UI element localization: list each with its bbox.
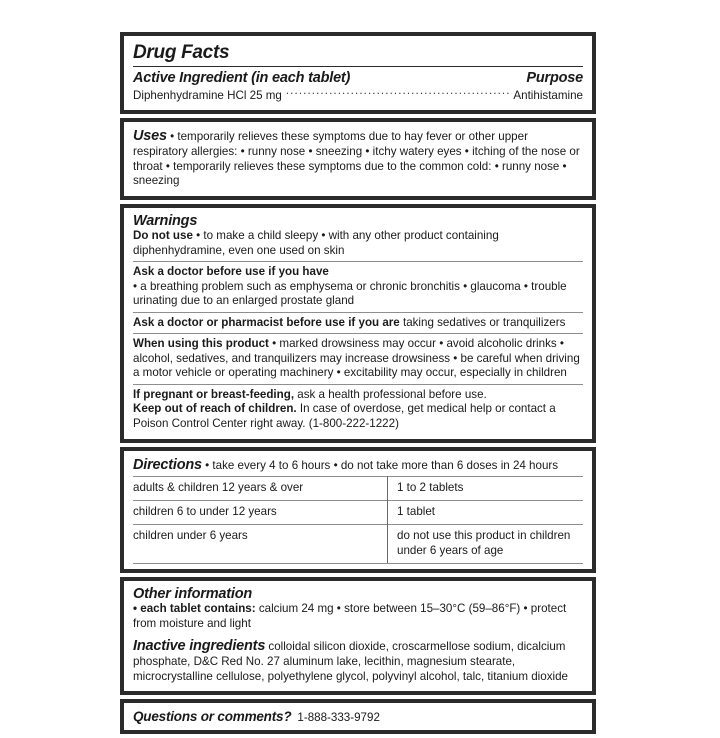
directions-text: • take every 4 to 6 hours • do not take more than 6 doses in 24 hours: [201, 458, 559, 472]
inactive-ingredients-heading: Inactive ingredients: [133, 638, 266, 655]
dose-amount-1: 1 tablet: [388, 501, 584, 525]
warning-ask-pharmacist: [133, 316, 583, 330]
directions-heading: Directions: [133, 456, 202, 473]
table-row: [133, 501, 583, 525]
dose-group-2: children under 6 years: [133, 525, 388, 563]
panel-directions: [120, 447, 596, 573]
dose-amount-2: do not use this product in children under 6 years of age: [388, 525, 584, 563]
inactive-ingredients-text: colloidal silicon dioxide, croscarmellose sodium, dicalcium phosphate, D&C Red No. 27 aluminum lake, lecithin, magnesium stearate, microcrystalline cellulose, polyethylene glycol, polyvinyl alcohol, talc, titanium dioxide: [133, 640, 568, 683]
keep-out-of-reach-text: In case of overdose, get medical help or contact a Poison Control Center right away. (1-800-222-1222): [133, 402, 556, 430]
active-ingredient-name: Diphenhydramine HCl 25 mg: [133, 88, 282, 102]
inactive-ingredients-block: [133, 637, 583, 684]
directions-intro: [133, 456, 583, 474]
warning-2-text: taking sedatives or tranquilizers: [399, 315, 566, 329]
warning-1-text: • a breathing problem such as emphysema or chronic bronchitis • glaucoma • trouble urinating due to an enlarged prostate gland: [133, 279, 567, 308]
dose-group-1: children 6 to under 12 years: [133, 501, 388, 525]
dose-amount-0: 1 to 2 tablets: [388, 477, 584, 501]
dosage-table: [133, 476, 583, 564]
other-information-body: [133, 602, 583, 631]
panel-other-information: [120, 577, 596, 696]
warning-pregnant-children: [133, 388, 583, 431]
each-tablet-contains-text: calcium 24 mg • store between 15–30°C (59–86°F) • protect from moisture and light: [133, 602, 567, 630]
table-row: [133, 525, 583, 563]
other-information-heading: Other information: [133, 585, 253, 602]
uses-heading: Uses: [133, 127, 167, 144]
each-tablet-contains-head: • each tablet contains:: [133, 602, 256, 616]
active-ingredient-purpose: Antihistamine: [513, 88, 583, 102]
active-ingredient-heading-row: [133, 70, 583, 86]
warning-1-head: Ask a doctor before use if you have: [133, 265, 329, 279]
panel-uses: [120, 118, 596, 200]
questions-heading: Questions or comments?: [133, 709, 292, 725]
warning-3-text: • marked drowsiness may occur • avoid alcoholic drinks • alcohol, sedatives, and tranquilizers may increase drowsiness • be careful when driving a motor vehicle or operating machinery • excitability may occur, especially in children: [133, 337, 580, 380]
warnings-divider-4: [133, 384, 583, 385]
pregnant-text: ask a health professional before use.: [294, 387, 487, 401]
panel-active-ingredient: [120, 32, 596, 114]
warning-when-using: [133, 337, 583, 380]
uses-block: [133, 127, 583, 189]
drug-facts-label: [120, 32, 596, 738]
uses-text: • temporarily relieves these symptoms due to hay fever or other upper respiratory allergies: • runny nose • sneezing • itchy watery eyes • itching of the nose or throat • temporarily relieves these symptoms due to the common cold: • runny nose • sneezing: [133, 129, 580, 188]
page-title: Drug Facts: [133, 42, 230, 63]
warning-ask-doctor: [133, 265, 583, 308]
warning-3-head: When using this product: [133, 337, 269, 351]
warnings-heading: Warnings: [133, 212, 198, 229]
warning-0-head: Do not use: [133, 229, 193, 243]
warnings-divider-2: [133, 312, 583, 313]
questions-row: [133, 709, 583, 724]
warning-do-not-use: [133, 229, 583, 258]
table-row: [133, 477, 583, 501]
active-ingredient-heading: Active Ingredient (in each tablet): [133, 70, 351, 87]
title-divider: [133, 66, 583, 67]
leader-dots: [286, 87, 511, 99]
purpose-heading: Purpose: [526, 70, 583, 87]
questions-phone[interactable]: 1-888-333-9792: [297, 711, 380, 725]
panel-warnings: [120, 204, 596, 443]
panel-questions: [120, 699, 596, 734]
dose-group-0: adults & children 12 years & over: [133, 477, 388, 501]
pregnant-head: If pregnant or breast-feeding,: [133, 387, 295, 401]
warnings-divider-3: [133, 333, 583, 334]
warnings-divider-1: [133, 261, 583, 262]
warning-0-text: • to make a child sleepy • with any other product containing diphenhydramine, even one used on skin: [133, 229, 499, 257]
keep-out-of-reach-head: Keep out of reach of children.: [133, 402, 297, 416]
active-ingredient-row: [133, 87, 583, 103]
warning-2-head: Ask a doctor or pharmacist before use if you are: [133, 315, 400, 329]
